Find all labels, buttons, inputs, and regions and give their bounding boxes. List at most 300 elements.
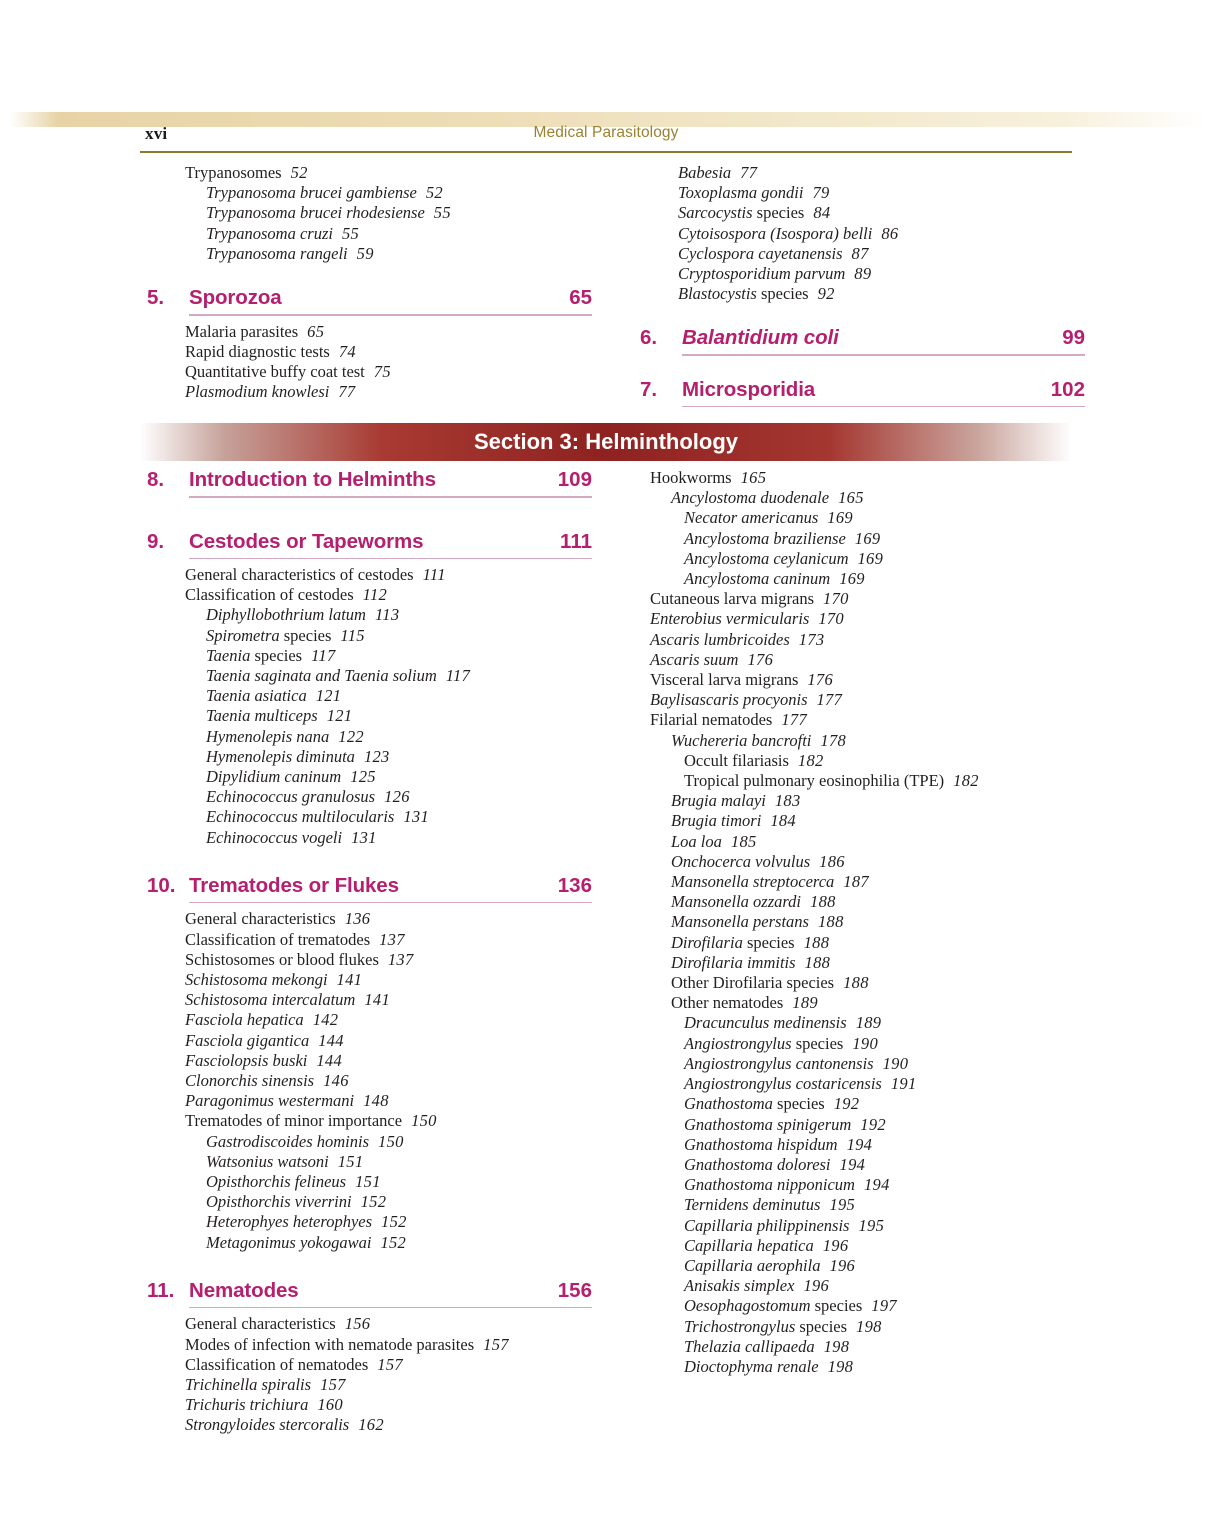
toc-entry-page: 182 — [797, 750, 824, 770]
toc-entry-page: 176 — [747, 649, 774, 669]
toc-entry-label: Gnathostoma nipponicum — [684, 1175, 855, 1195]
toc-entry-page: 198 — [856, 1316, 882, 1336]
chapter-rule — [189, 496, 592, 498]
toc-entry-label: Dirofilaria species — [671, 932, 795, 952]
toc-entry-label: Mansonella ozzardi — [671, 892, 802, 912]
section-banner — [140, 423, 1072, 461]
toc-entry-page: 177 — [816, 690, 843, 710]
toc-entry[interactable] — [650, 771, 1095, 791]
toc-entry-page: 169 — [827, 508, 853, 528]
toc-entry-page: 117 — [311, 645, 336, 665]
chapter-number: 8. — [147, 468, 165, 491]
chapter-title: Microsporidia — [682, 377, 816, 401]
toc-entry-label: Loa loa — [671, 831, 722, 851]
toc-entry-label: Schistosoma mekongi — [185, 969, 328, 989]
toc-entry[interactable] — [185, 727, 602, 747]
toc-entry-label: Filarial nematodes — [650, 710, 773, 730]
toc-entry-page: 196 — [829, 1255, 856, 1275]
toc-entry-label: Classification of nematodes — [185, 1354, 369, 1374]
toc-entry-label: Babesia — [678, 163, 732, 182]
toc-entry[interactable] — [185, 990, 602, 1010]
toc-entry[interactable] — [650, 1236, 1095, 1256]
toc-entry[interactable] — [650, 973, 1095, 993]
toc-entry[interactable] — [650, 1013, 1095, 1033]
toc-entry-label: Necator americanus — [684, 508, 819, 528]
toc-entry-page: 87 — [851, 243, 869, 263]
toc-entry-label: Classification of cestodes — [185, 585, 354, 605]
toc-entry-label: Other nematodes — [671, 993, 784, 1013]
toc-entry-label: Mansonella perstans — [671, 912, 809, 932]
toc-entry-page: 194 — [839, 1154, 866, 1174]
toc-entry[interactable] — [185, 909, 602, 929]
toc-entry-label: Fasciola gigantica — [185, 1030, 310, 1050]
toc-entry-page: 146 — [323, 1070, 349, 1090]
toc-entry[interactable] — [650, 1135, 1095, 1155]
toc-entry-page: 77 — [740, 163, 758, 182]
toc-entry[interactable] — [650, 1115, 1095, 1135]
toc-entry[interactable] — [650, 1216, 1095, 1236]
toc-entry[interactable] — [185, 342, 602, 362]
toc-entry[interactable] — [678, 284, 1095, 304]
toc-entry-page: 142 — [312, 1010, 339, 1030]
toc-entry-label: Watsonius watsoni — [206, 1151, 329, 1171]
entries-trypanosomes — [185, 163, 602, 264]
toc-entry[interactable] — [185, 666, 602, 686]
toc-entry[interactable] — [185, 1355, 602, 1375]
toc-entry[interactable] — [678, 183, 1095, 203]
toc-entry-page: 165 — [740, 468, 767, 487]
toc-entry-label: Angiostrongylus cantonensis — [684, 1053, 874, 1073]
toc-entry-label: Cutaneous larva migrans — [650, 589, 815, 609]
toc-entry-label: Sarcocystis species — [678, 203, 805, 223]
toc-entry-page: 165 — [838, 488, 864, 508]
toc-entry-label: Trypanosoma cruzi — [206, 223, 333, 243]
toc-entry[interactable] — [185, 1375, 602, 1395]
toc-entry-page: 121 — [326, 706, 353, 726]
chapter-11-nematodes[interactable] — [147, 1279, 592, 1309]
toc-entry-label: Classification of trematodes — [185, 929, 371, 949]
toc-entry-page: 187 — [843, 872, 869, 892]
toc-entry-label: Gnathostoma doloresi — [684, 1154, 831, 1174]
toc-entry-page: 192 — [833, 1094, 860, 1114]
toc-entry-label: Cyclospora cayetanensis — [678, 243, 843, 263]
toc-entry[interactable] — [650, 1155, 1095, 1175]
toc-entry-page: 55 — [341, 223, 360, 243]
toc-entry-page: 144 — [318, 1030, 344, 1050]
toc-entry[interactable] — [650, 731, 1095, 751]
toc-entry-label: Echinococcus granulosus — [206, 787, 376, 807]
toc-entry[interactable] — [185, 1010, 602, 1030]
toc-entry-label: Echinococcus vogeli — [206, 827, 343, 847]
chapter-title: Sporozoa — [189, 286, 282, 310]
toc-entry-label: Trichinella spiralis — [185, 1374, 312, 1394]
toc-entry-page: 188 — [810, 892, 836, 912]
chapter-rule — [682, 406, 1085, 408]
toc-entry-label: Occult filariasis — [684, 750, 789, 770]
toc-entry[interactable] — [650, 549, 1095, 569]
toc-entry[interactable] — [185, 950, 602, 970]
toc-entry[interactable] — [185, 1233, 602, 1253]
toc-entry[interactable] — [185, 585, 602, 605]
toc-entry-label: Hookworms — [650, 468, 732, 487]
toc-entry-page: 185 — [730, 831, 757, 851]
toc-entry-page: 189 — [855, 1013, 882, 1033]
section-banner-label: Section 3: Helminthology — [473, 429, 739, 454]
chapter-number: 7. — [640, 377, 658, 401]
chapter-page-number: 136 — [557, 873, 592, 897]
toc-entry[interactable] — [185, 362, 602, 382]
chapter-title: Trematodes or Flukes — [189, 873, 399, 897]
toc-entry-label: General characteristics of cestodes — [185, 565, 414, 584]
toc-entry[interactable] — [185, 1314, 602, 1334]
toc-entry[interactable] — [650, 953, 1095, 973]
toc-entry-page: 186 — [819, 851, 845, 871]
toc-entry-label: Brugia timori — [671, 811, 762, 831]
toc-entry-label: Capillaria philippinensis — [684, 1215, 850, 1235]
toc-entry-page: 190 — [852, 1033, 878, 1053]
toc-entry-label: Brugia malayi — [671, 791, 766, 811]
toc-entry[interactable] — [650, 1276, 1095, 1296]
toc-entry-label: Enterobius vermicularis — [650, 609, 810, 629]
toc-entry-label: Opisthorchis felineus — [206, 1171, 347, 1191]
toc-entry[interactable] — [650, 993, 1095, 1013]
toc-entry[interactable] — [185, 1415, 602, 1435]
entries-nematodes-continued — [650, 468, 1095, 1377]
toc-entry-page: 136 — [344, 909, 371, 929]
toc-entry-page: 122 — [338, 726, 364, 746]
chapter-7-microsporidia[interactable] — [640, 378, 1085, 408]
toc-entry-page: 198 — [823, 1336, 850, 1356]
toc-entry-page: 125 — [350, 767, 376, 787]
toc-entry-label: Trypanosomes — [185, 163, 282, 182]
toc-entry-page: 188 — [804, 952, 831, 972]
toc-entry-page: 144 — [316, 1050, 343, 1070]
chapter-number: 10. — [147, 873, 176, 897]
toc-entry-page: 112 — [362, 585, 388, 605]
toc-entry-label: Trypanosoma brucei rhodesiense — [206, 203, 425, 223]
chapter-8-introduction-to-helminths[interactable] — [147, 468, 592, 498]
toc-entry[interactable] — [185, 1111, 602, 1131]
toc-entry-label: Ancylostoma ceylanicum — [684, 548, 849, 568]
toc-entry-label: Trichuris trichiura — [185, 1395, 309, 1415]
toc-entry[interactable] — [650, 670, 1095, 690]
toc-entry-label: Trypanosoma rangeli — [206, 243, 348, 263]
toc-entry[interactable] — [185, 224, 602, 244]
toc-entry-label: Dioctophyma renale — [684, 1356, 819, 1376]
toc-entry-label: Anisakis simplex — [684, 1276, 795, 1296]
chapter-page-number: 156 — [557, 1278, 592, 1302]
toc-entry-label: Malaria parasites — [185, 321, 299, 341]
toc-entry-page: 182 — [953, 771, 979, 791]
toc-entry-page: 162 — [358, 1415, 384, 1435]
toc-entry-page: 170 — [818, 609, 844, 629]
toc-entry-label: General characteristics — [185, 1314, 336, 1334]
toc-entry[interactable] — [678, 224, 1095, 244]
chapter-rule — [189, 1307, 592, 1309]
toc-entry[interactable] — [650, 912, 1095, 932]
toc-entry-label: Trichostrongylus species — [684, 1316, 848, 1336]
toc-entry-label: Plasmodium knowlesi — [185, 382, 330, 402]
toc-entry-label: Opisthorchis viverrini — [206, 1192, 352, 1212]
toc-entry-page: 92 — [817, 284, 835, 304]
toc-entry-label: Capillaria aerophila — [684, 1255, 821, 1275]
toc-entry[interactable] — [650, 630, 1095, 650]
toc-entry-page: 198 — [827, 1356, 854, 1376]
toc-entry[interactable] — [678, 203, 1095, 223]
toc-entry-label: Onchocerca volvulus — [671, 851, 811, 871]
toc-entry[interactable] — [185, 1395, 602, 1415]
chapter-title: Introduction to Helminths — [189, 468, 436, 491]
chapter-title: Nematodes — [189, 1278, 299, 1302]
toc-entry[interactable] — [185, 828, 602, 848]
toc-entry-page: 115 — [340, 625, 365, 645]
toc-entry-label: Dracunculus medinensis — [684, 1013, 847, 1033]
toc-entry-label: Heterophyes heterophyes — [206, 1212, 373, 1232]
toc-entry-page: 131 — [403, 807, 429, 827]
toc-entry-label: Fasciolopsis buski — [185, 1050, 308, 1070]
toc-entry-page: 191 — [890, 1074, 917, 1094]
toc-entry-page: 183 — [774, 791, 801, 811]
toc-entry[interactable] — [650, 609, 1095, 629]
toc-entry[interactable] — [185, 1152, 602, 1172]
toc-entry-label: Other Dirofilaria species — [671, 973, 835, 993]
toc-entry-page: 196 — [803, 1276, 830, 1296]
toc-entry-page: 52 — [425, 183, 443, 203]
chapter-9-cestodes[interactable] — [147, 530, 592, 560]
toc-entry[interactable] — [650, 791, 1095, 811]
toc-entry[interactable] — [185, 163, 602, 183]
toc-entry[interactable] — [650, 690, 1095, 710]
toc-entry[interactable] — [650, 1195, 1095, 1215]
running-head — [140, 124, 1072, 150]
chapter-rule — [682, 354, 1085, 356]
toc-entry[interactable] — [650, 710, 1095, 730]
toc-entry[interactable] — [185, 203, 602, 223]
chapter-rule — [189, 902, 592, 904]
toc-entry[interactable] — [650, 529, 1095, 549]
chapter-number: 5. — [147, 286, 165, 310]
toc-entry[interactable] — [678, 244, 1095, 264]
toc-entry-label: Taenia multiceps — [206, 706, 318, 726]
toc-entry-label: Ancylostoma duodenale — [671, 488, 830, 508]
chapter-rule — [189, 314, 592, 316]
toc-entry-page: 194 — [846, 1134, 873, 1154]
toc-entry-label: Thelazia callipaeda — [684, 1336, 815, 1356]
toc-entry-page: 152 — [360, 1192, 387, 1212]
toc-entry[interactable] — [185, 565, 602, 585]
right-column — [640, 163, 1095, 411]
header-rule — [140, 151, 1072, 153]
toc-entry[interactable] — [185, 382, 602, 402]
toc-entry-page: 59 — [356, 243, 374, 263]
toc-entry-page: 148 — [363, 1091, 389, 1111]
toc-entry-page: 126 — [384, 787, 410, 807]
toc-entry[interactable] — [650, 488, 1095, 508]
toc-entry[interactable] — [185, 1132, 602, 1152]
toc-entry-label: Rapid diagnostic tests — [185, 341, 330, 361]
toc-entry-page: 188 — [803, 932, 830, 952]
entries-nematodes — [185, 1314, 602, 1435]
toc-entry-page: 79 — [812, 183, 830, 203]
toc-entry-page: 197 — [871, 1296, 897, 1316]
toc-entry[interactable] — [650, 852, 1095, 872]
toc-entry-label: Ancylostoma caninum — [684, 569, 831, 589]
chapter-page-number: 65 — [569, 286, 592, 310]
toc-entry[interactable] — [650, 1256, 1095, 1276]
toc-entry-page: 151 — [337, 1151, 364, 1171]
toc-entry-label: Blastocystis species — [678, 284, 809, 304]
toc-entry[interactable] — [650, 1094, 1095, 1114]
chapter-title: Balantidium coli — [682, 326, 839, 350]
toc-entry-page: 150 — [378, 1131, 404, 1151]
toc-entry-page: 152 — [381, 1212, 407, 1232]
toc-entry[interactable] — [650, 1054, 1095, 1074]
toc-entry[interactable] — [185, 322, 602, 342]
toc-entry[interactable] — [650, 508, 1095, 528]
toc-entry[interactable] — [185, 244, 602, 264]
left-column — [147, 163, 602, 402]
chapter-5-sporozoa[interactable] — [147, 286, 592, 316]
toc-entry-page: 157 — [483, 1334, 509, 1354]
toc-entry-page: 170 — [823, 589, 849, 609]
toc-entry-label: Mansonella streptocerca — [671, 872, 835, 892]
toc-entry[interactable] — [650, 1034, 1095, 1054]
toc-entry-page: 121 — [315, 686, 342, 706]
toc-entry[interactable] — [185, 1091, 602, 1111]
toc-entry[interactable] — [185, 970, 602, 990]
toc-entry-label: Taenia saginata and Taenia solium — [206, 666, 437, 686]
toc-entry-label: Clonorchis sinensis — [185, 1070, 315, 1090]
toc-entry-page: 157 — [320, 1374, 346, 1394]
toc-entry-page: 89 — [854, 264, 872, 284]
toc-entry-label: Dirofilaria immitis — [671, 952, 796, 972]
toc-entry[interactable] — [185, 930, 602, 950]
chapter-10-trematodes[interactable] — [147, 874, 592, 904]
toc-entry[interactable] — [185, 1172, 602, 1192]
toc-entry-page: 177 — [781, 710, 807, 730]
toc-entry-page: 196 — [822, 1235, 849, 1255]
toc-entry-page: 192 — [860, 1114, 886, 1134]
toc-entry-page: 123 — [363, 746, 390, 766]
toc-entry[interactable] — [185, 605, 602, 625]
toc-entry-page: 141 — [336, 969, 363, 989]
toc-entry-page: 137 — [379, 929, 405, 949]
toc-entry-page: 113 — [374, 605, 400, 625]
toc-entry[interactable] — [185, 686, 602, 706]
toc-entry[interactable] — [185, 183, 602, 203]
toc-entry[interactable] — [650, 751, 1095, 771]
toc-entry[interactable] — [650, 1357, 1095, 1377]
toc-entry[interactable] — [185, 1192, 602, 1212]
toc-entry-page: 194 — [863, 1175, 890, 1195]
toc-entry-page: 169 — [839, 569, 865, 589]
toc-entry-label: Gnathostoma spinigerum — [684, 1114, 852, 1134]
toc-entry[interactable] — [650, 933, 1095, 953]
toc-entry[interactable] — [185, 767, 602, 787]
toc-entry-label: Baylisascaris procyonis — [650, 690, 808, 710]
toc-entry[interactable] — [650, 468, 1095, 488]
left-column-helminthology — [147, 468, 602, 1436]
toc-entry-label: Metagonimus yokogawai — [206, 1232, 372, 1252]
chapter-6-balantidium-coli[interactable] — [640, 326, 1085, 356]
toc-entry[interactable] — [650, 892, 1095, 912]
toc-entry[interactable] — [185, 807, 602, 827]
toc-entry-page: 169 — [854, 528, 881, 548]
toc-entry[interactable] — [185, 1051, 602, 1071]
toc-entry[interactable] — [185, 747, 602, 767]
toc-entry[interactable] — [678, 163, 1095, 183]
chapter-title: Cestodes or Tapeworms — [189, 529, 424, 553]
toc-entry[interactable] — [185, 626, 602, 646]
toc-entry[interactable] — [678, 264, 1095, 284]
toc-entry[interactable] — [185, 1071, 602, 1091]
toc-entry-page: 150 — [411, 1111, 437, 1131]
toc-entry[interactable] — [185, 1031, 602, 1051]
toc-entry-label: Gnathostoma hispidum — [684, 1134, 838, 1154]
toc-entry-label: Quantitative buffy coat test — [185, 361, 365, 381]
toc-entry-label: Oesophagostomum species — [684, 1296, 863, 1316]
chapter-page-number: 109 — [557, 468, 592, 491]
toc-entry[interactable] — [650, 1175, 1095, 1195]
toc-entry[interactable] — [185, 1212, 602, 1232]
toc-entry[interactable] — [650, 872, 1095, 892]
toc-entry-label: Paragonimus westermani — [185, 1091, 355, 1111]
toc-entry-page: 157 — [377, 1354, 403, 1374]
toc-entry[interactable] — [185, 1335, 602, 1355]
toc-entry-label: Trematodes of minor importance — [185, 1111, 403, 1131]
toc-entry-page: 195 — [829, 1195, 856, 1215]
toc-entry[interactable] — [650, 650, 1095, 670]
toc-entry-page: 86 — [881, 223, 899, 243]
toc-entry[interactable] — [650, 589, 1095, 609]
toc-entry[interactable] — [650, 1337, 1095, 1357]
toc-entry-label: Wuchereria bancrofti — [671, 730, 812, 750]
toc-entry-page: 195 — [858, 1215, 885, 1235]
toc-entry[interactable] — [185, 787, 602, 807]
toc-entry[interactable] — [650, 811, 1095, 831]
toc-entry-page: 160 — [317, 1395, 343, 1415]
toc-entry-label: Angiostrongylus species — [684, 1033, 844, 1053]
toc-entry-page: 52 — [290, 163, 308, 182]
toc-entry-label: Strongyloides stercoralis — [185, 1415, 350, 1435]
toc-entry-page: 156 — [344, 1314, 371, 1334]
toc-entry-label: Ancylostoma braziliense — [684, 528, 846, 548]
toc-entry-page: 75 — [373, 361, 391, 381]
toc-entry-label: Cytoisospora (Isospora) belli — [678, 223, 873, 243]
toc-entry[interactable] — [185, 706, 602, 726]
chapter-number: 9. — [147, 529, 165, 553]
toc-entry-label: Echinococcus multilocularis — [206, 807, 395, 827]
toc-entry-label: Cryptosporidium parvum — [678, 264, 846, 284]
toc-entry-label: Ternidens deminutus — [684, 1195, 821, 1215]
toc-entry-page: 55 — [433, 203, 451, 223]
toc-entry-page: 190 — [882, 1053, 909, 1073]
toc-entry-page: 131 — [351, 827, 377, 847]
toc-entry-page: 151 — [355, 1171, 381, 1191]
toc-entry[interactable] — [650, 1317, 1095, 1337]
toc-entry[interactable] — [650, 569, 1095, 589]
toc-entry[interactable] — [185, 646, 602, 666]
page-folio: xvi — [145, 124, 168, 143]
toc-entry-label: Taenia species — [206, 645, 303, 665]
toc-entry-label: Angiostrongylus costaricensis — [684, 1074, 882, 1094]
toc-entry[interactable] — [650, 832, 1095, 852]
toc-entry-page: 178 — [820, 730, 847, 750]
toc-entry[interactable] — [650, 1074, 1095, 1094]
toc-entry-page: 184 — [770, 811, 796, 831]
chapter-rule — [189, 558, 592, 560]
toc-entry[interactable] — [650, 1296, 1095, 1316]
